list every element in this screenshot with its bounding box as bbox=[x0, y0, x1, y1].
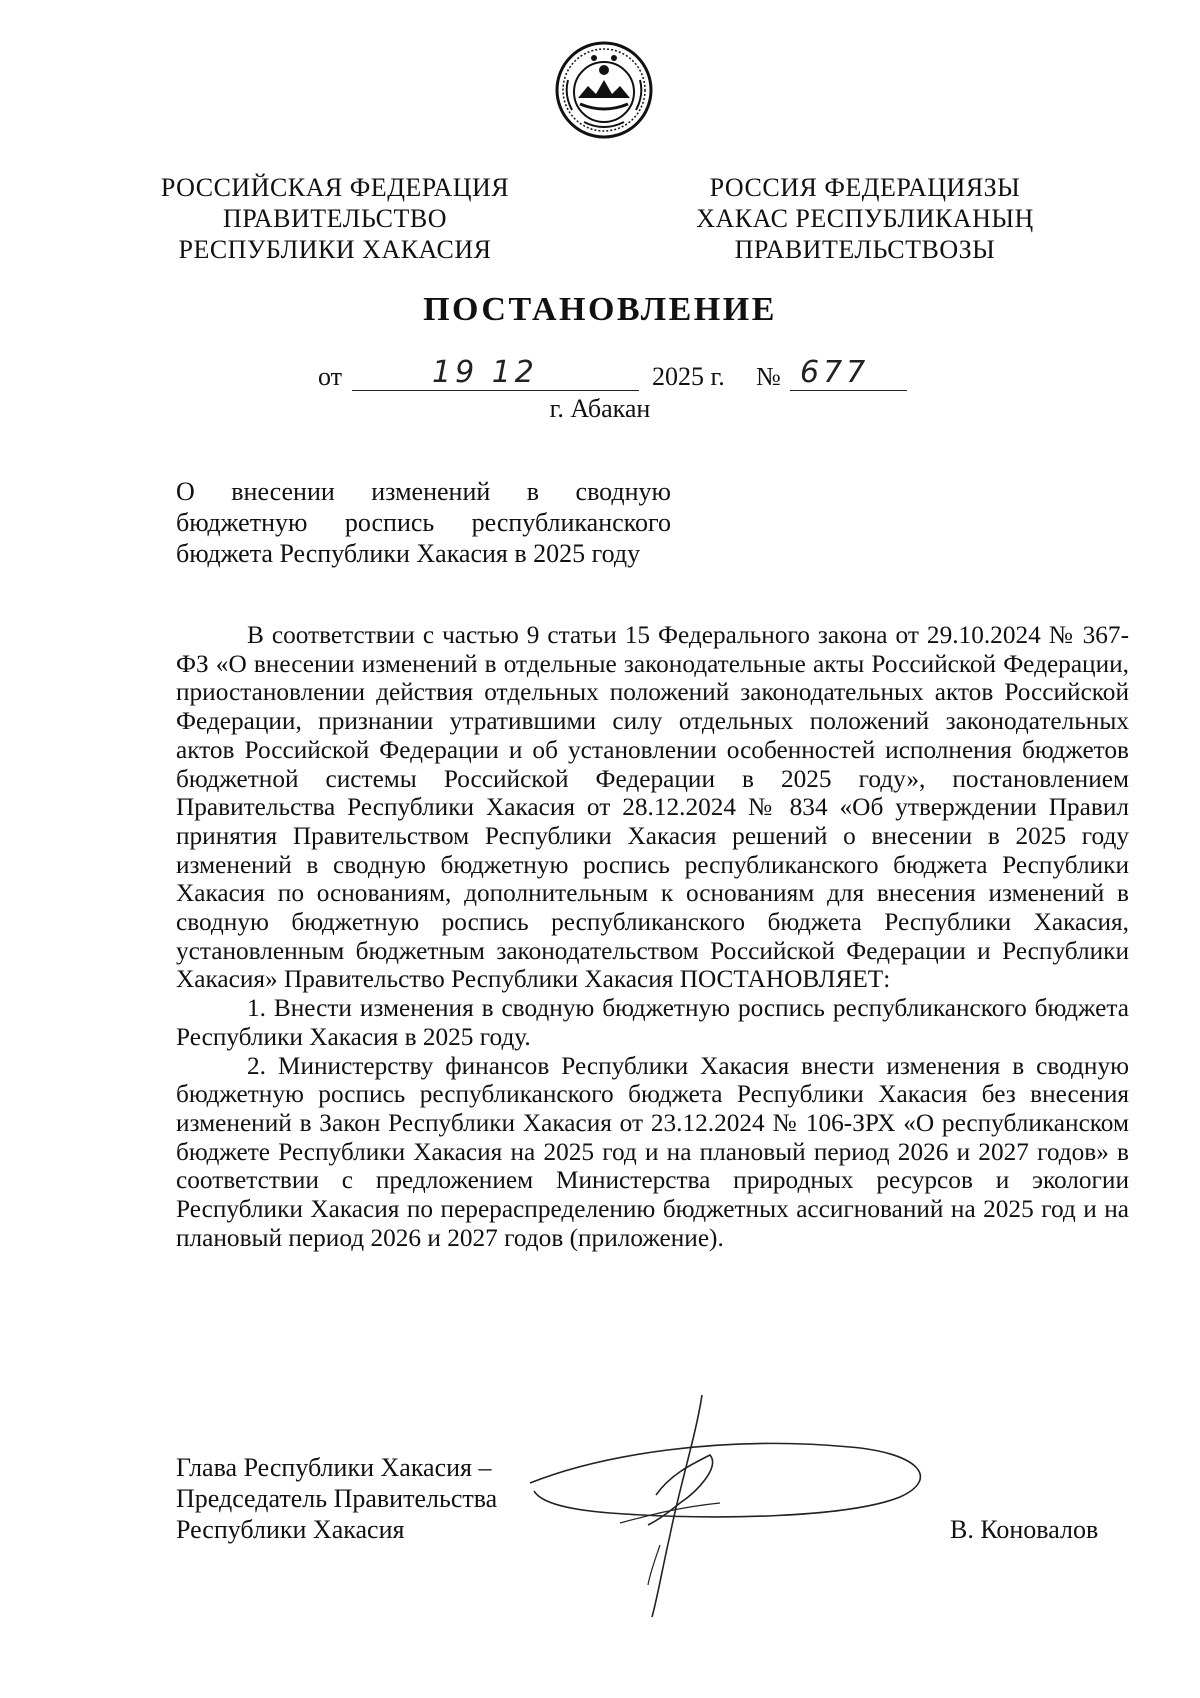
number-sign: № bbox=[756, 362, 781, 391]
handwritten-date: 19 12 bbox=[432, 355, 538, 390]
header-left-line: ПРАВИТЕЛЬСТВО bbox=[223, 204, 447, 233]
signatory-position-line: Республики Хакасия bbox=[176, 1515, 405, 1544]
item-1-paragraph: 1. Внести изменения в сводную бюджетную роспись республиканского бюджета Республики Хакасия в 2025 году. bbox=[176, 994, 1129, 1051]
handwritten-signature bbox=[520, 1395, 950, 1625]
signatory-position bbox=[176, 1452, 497, 1545]
header-right-line: РОССИЯ ФЕДЕРАЦИЯЗЫ bbox=[709, 173, 1021, 202]
subject-line: О внесении изменений в сводную bbox=[176, 477, 671, 506]
signatory-position-line: Глава Республики Хакасия – bbox=[176, 1453, 492, 1482]
subject-line: бюджета Республики Хакасия в 2025 году bbox=[176, 539, 641, 568]
signatory-position-line: Председатель Правительства bbox=[176, 1484, 498, 1513]
header-right-line: ХАКАС РЕСПУБЛИКАНЫҢ bbox=[696, 204, 1034, 233]
header-right-line: ПРАВИТЕЛЬСТВОЗЫ bbox=[734, 235, 996, 264]
document-type-title: ПОСТАНОВЛЕНИЕ bbox=[423, 291, 777, 328]
header-left-line: РОССИЙСКАЯ ФЕДЕРАЦИЯ bbox=[160, 173, 510, 202]
preamble-paragraph: В соответствии с частью 9 статьи 15 Федерального закона от 29.10.2024 № 367-ФЗ «О внесении изменений в отдельные законодательные акты Российской Федерации, приостановлении действия отдельных положений законодательных актов Российской Федерации, признании утратившими силу отдельных положений законодательных актов Российской Федерации и об установлении особенностей исполнения бюджетов бюджетной системы Российской Федерации в 2025 году», постановлением Правительства Республики Хакасия от 28.12.2024 № 834 «Об утверждении Правил принятия Правительством Республики Хакасия решений о внесении в 2025 году изменений в сводную бюджетную роспись республиканского бюджета Республики Хакасия по основаниям, дополнительным к основаниям для внесения изменений в сводную бюджетную роспись республиканского бюджета Республики Хакасия, установленным бюджетным законодательством Российской Федерации и Республики Хакасия» Правительство Республики Хакасия ПОСТАНОВЛЯЕТ: bbox=[176, 621, 1129, 994]
signatory-name: В. Коновалов bbox=[950, 1515, 1099, 1544]
date-underline bbox=[352, 390, 639, 391]
city: г. Абакан bbox=[549, 394, 651, 423]
date-prefix: от bbox=[318, 362, 343, 391]
date-year: 2025 г. bbox=[652, 362, 725, 391]
header-left-line: РЕСПУБЛИКИ ХАКАСИЯ bbox=[178, 235, 492, 264]
document-body bbox=[176, 621, 1129, 1252]
item-2-paragraph: 2. Министерству финансов Республики Хакасия внести изменения в сводную бюджетную роспись республиканского бюджета Республики Хакасия без внесения изменений в Закон Республики Хакасия от 23.12.2024 № 106-ЗРХ «О республиканском бюджете Республики Хакасия на 2025 год и на плановый период 2026 и 2027 годов» в соответствии с предложением Министерства природных ресурсов и экологии Республики Хакасия по перераспределению бюджетных ассигнований на 2025 год и на плановый период 2026 и 2027 годов (приложение). bbox=[176, 1051, 1129, 1252]
number-underline bbox=[790, 390, 907, 391]
document-subject bbox=[176, 476, 671, 569]
header-right bbox=[680, 172, 1050, 265]
handwritten-number: 677 bbox=[800, 355, 870, 390]
khakassia-coat-of-arms-icon bbox=[554, 40, 654, 140]
header-left bbox=[150, 172, 520, 265]
subject-line: бюджетную роспись республиканского bbox=[176, 508, 671, 537]
